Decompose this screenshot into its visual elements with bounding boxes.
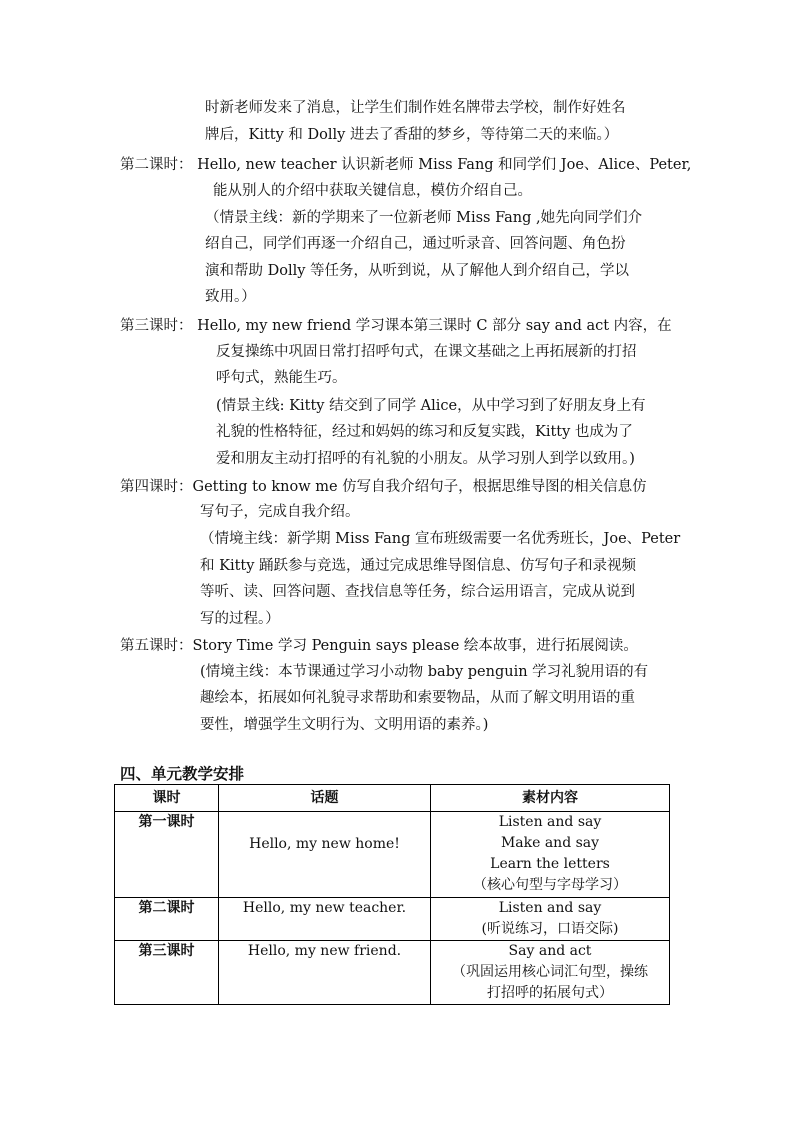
materials-cell: [431, 898, 670, 941]
text-line: 牌后，Kitty 和 Dolly 进去了香甜的梦乡，等待第二天的来临。）: [205, 127, 619, 143]
material-item: (听说练习，口语交际): [481, 921, 619, 937]
text-line: 呼句式，熟能生巧。: [216, 370, 347, 386]
text-line: 反复操练中巩固日常打招呼句式，在课文基础之上再拓展新的打招: [216, 344, 637, 360]
material-item: Listen and say: [498, 814, 602, 830]
material-item: （巩固运用核心词汇句型，操练: [452, 964, 648, 980]
table-row: [115, 812, 670, 898]
text-line: 演和帮助 Dolly 等任务，从听到说，从了解他人到介绍自己，学以: [205, 263, 630, 279]
text-line: 绍自己，同学们再逐一介绍自己，通过听录音、回答问题、角色扮: [205, 236, 626, 252]
lesson-2-line: 第二课时： Hello, new teacher 认识新老师 Miss Fang 和同学们 Joe、Alice、Peter,: [120, 157, 692, 173]
text-line: 写句子，完成自我介绍。: [200, 504, 360, 520]
text-line: 爱和朋友主动打招呼的有礼貌的小朋友。从学习别人到学以致用。): [216, 451, 635, 467]
material-item: 打招呼的拓展句式）: [487, 985, 613, 1001]
material-item: Learn the letters: [490, 856, 610, 872]
table-header-row: [115, 785, 670, 812]
topic-cell: Hello, my new teacher.: [219, 898, 431, 941]
period-cell: 第二课时: [115, 898, 219, 941]
period-cell: 第三课时: [115, 941, 219, 1005]
period-cell: 第一课时: [115, 812, 219, 898]
topic-cell: Hello, my new home!: [219, 812, 431, 898]
text-line: （情景主线：新的学期来了一位新老师 Miss Fang ,她先向同学们介: [205, 210, 643, 226]
text-line: 礼貌的性格特征，经过和妈妈的练习和反复实践，Kitty 也成为了: [216, 424, 633, 440]
material-item: Say and act: [508, 943, 592, 959]
text-line: 和 Kitty 踊跃参与竞选，通过完成思维导图信息、仿写句子和录视频: [200, 558, 637, 574]
column-header-topic: 话题: [219, 785, 431, 812]
materials-cell: [431, 812, 670, 898]
material-item: （核心句型与字母学习）: [473, 877, 627, 893]
section-heading: 四、单元教学安排: [120, 765, 245, 783]
text-line: 要性，增强学生文明行为、文明用语的素养。): [200, 717, 489, 733]
materials-cell: [431, 941, 670, 1005]
topic-cell: Hello, my new friend.: [219, 941, 431, 1005]
material-item: Listen and say: [498, 900, 602, 916]
table-row: [115, 898, 670, 941]
text-line: 能从别人的介绍中获取关键信息，模仿介绍自己。: [213, 183, 532, 199]
table-row: [115, 941, 670, 1005]
teaching-plan-table: [114, 784, 670, 1005]
lesson-3-line: 第三课时： Hello, my new friend 学习课本第三课时 C 部分 say and act 内容，在: [120, 318, 672, 334]
text-line: 时新老师发来了消息，让学生们制作姓名牌带去学校，制作好姓名: [205, 100, 626, 116]
text-line: 写的过程。）: [200, 611, 280, 627]
text-line: 趣绘本，拓展如何礼貌寻求帮助和索要物品，从而了解文明用语的重: [200, 690, 635, 706]
lesson-5-line: 第五课时：Story Time 学习 Penguin says please 绘本故事，进行拓展阅读。: [120, 638, 638, 654]
text-line: (情境主线：本节课通过学习小动物 baby penguin 学习礼貌用语的有: [200, 664, 649, 680]
text-line: 等听、读、回答问题、查找信息等任务，综合运用语言，完成从说到: [200, 584, 635, 600]
material-item: Make and say: [500, 835, 600, 851]
text-line: （情境主线：新学期 Miss Fang 宣布班级需要一名优秀班长，Joe、Peter: [200, 531, 681, 547]
column-header-materials: 素材内容: [431, 785, 670, 812]
text-line: 致用。）: [205, 289, 256, 305]
text-line: (情景主线: Kitty 结交到了同学 Alice，从中学习到了好朋友身上有: [216, 398, 646, 414]
column-header-period: 课时: [115, 785, 219, 812]
lesson-4-line: 第四课时：Getting to know me 仿写自我介绍句子，根据思维导图的相关信息仿: [120, 479, 647, 495]
